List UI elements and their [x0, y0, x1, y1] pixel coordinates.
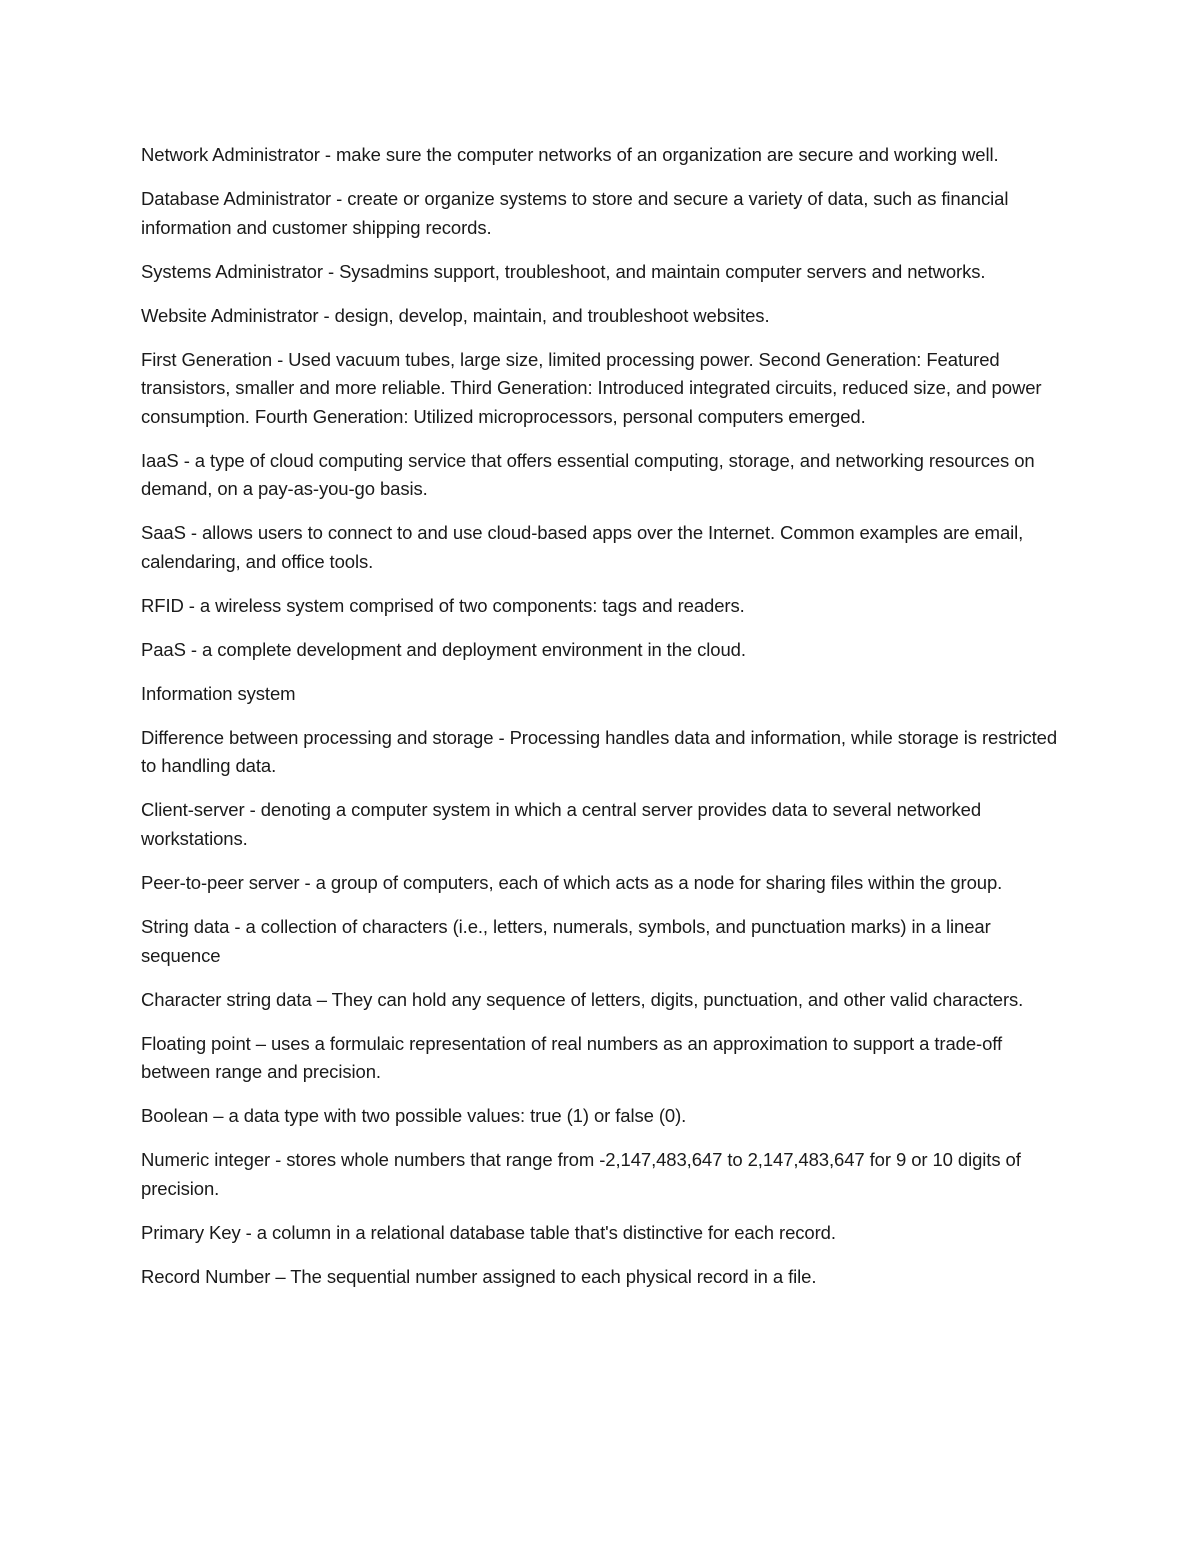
paragraph-primary-key: Primary Key - a column in a relational database table that's distinctive for each record.: [141, 1221, 836, 1243]
paragraph-string-data: String data - a collection of characters (i.e., letters, numerals, symbols, and punctuation marks) in a linear sequence: [141, 915, 991, 966]
paragraph-client-server: Client-server - denoting a computer system in which a central server provides data to several networked workstations.: [141, 799, 982, 849]
paragraph-network-administrator: Network Administrator - make sure the computer networks of an organization are secure and working well.: [141, 144, 999, 165]
paragraph-iaas: IaaS - a type of cloud computing service that offers essential computing, storage, and networking resources on demand, on a pay-as-you-go basis.: [141, 449, 1035, 500]
paragraph-systems-administrator: Systems Administrator - Sysadmins support, troubleshoot, and maintain computer servers and networks.: [141, 260, 986, 282]
paragraph-record-number: Record Number – The sequential number assigned to each physical record in a file.: [141, 1265, 817, 1287]
paragraph-computer-generations: First Generation - Used vacuum tubes, large size, limited processing power. Second Generation: Featured transistors, smaller and more reliable. Third Generation: Introduced integrated circuits, reduced size, and power consumption. Fourth Generation: Utilized microprocessors, personal computers emerged.: [141, 348, 1042, 427]
paragraph-paas: PaaS - a complete development and deployment environment in the cloud.: [141, 638, 746, 660]
paragraph-boolean: Boolean – a data type with two possible values: true (1) or false (0).: [141, 1105, 687, 1127]
paragraph-database-administrator: Database Administrator - create or organize systems to store and secure a variety of data, such as financial information and customer shipping records.: [141, 187, 1009, 238]
paragraph-floating-point: Floating point – uses a formulaic representation of real numbers as an approximation to support a trade-off between range and precision.: [141, 1032, 1003, 1083]
paragraph-information-system: Information system: [141, 682, 296, 704]
paragraph-processing-vs-storage: Difference between processing and storage - Processing handles data and information, while storage is restricted to handling data.: [141, 726, 1058, 777]
document-body: [141, 141, 1066, 1307]
paragraph-numeric-integer: Numeric integer - stores whole numbers that range from -2,147,483,647 to 2,147,483,647 for 9 or 10 digits of precision.: [141, 1149, 1021, 1199]
paragraph-saas: SaaS - allows users to connect to and use cloud-based apps over the Internet. Common examples are email, calendaring, and office tools.: [141, 522, 1024, 572]
paragraph-rfid: RFID - a wireless system comprised of two components: tags and readers.: [141, 594, 745, 616]
paragraph-character-string-data: Character string data – They can hold any sequence of letters, digits, punctuation, and other valid characters.: [141, 988, 1024, 1010]
paragraph-peer-to-peer: Peer-to-peer server - a group of computers, each of which acts as a node for sharing files within the group.: [141, 871, 1003, 893]
paragraph-website-administrator: Website Administrator - design, develop, maintain, and troubleshoot websites.: [141, 304, 770, 326]
